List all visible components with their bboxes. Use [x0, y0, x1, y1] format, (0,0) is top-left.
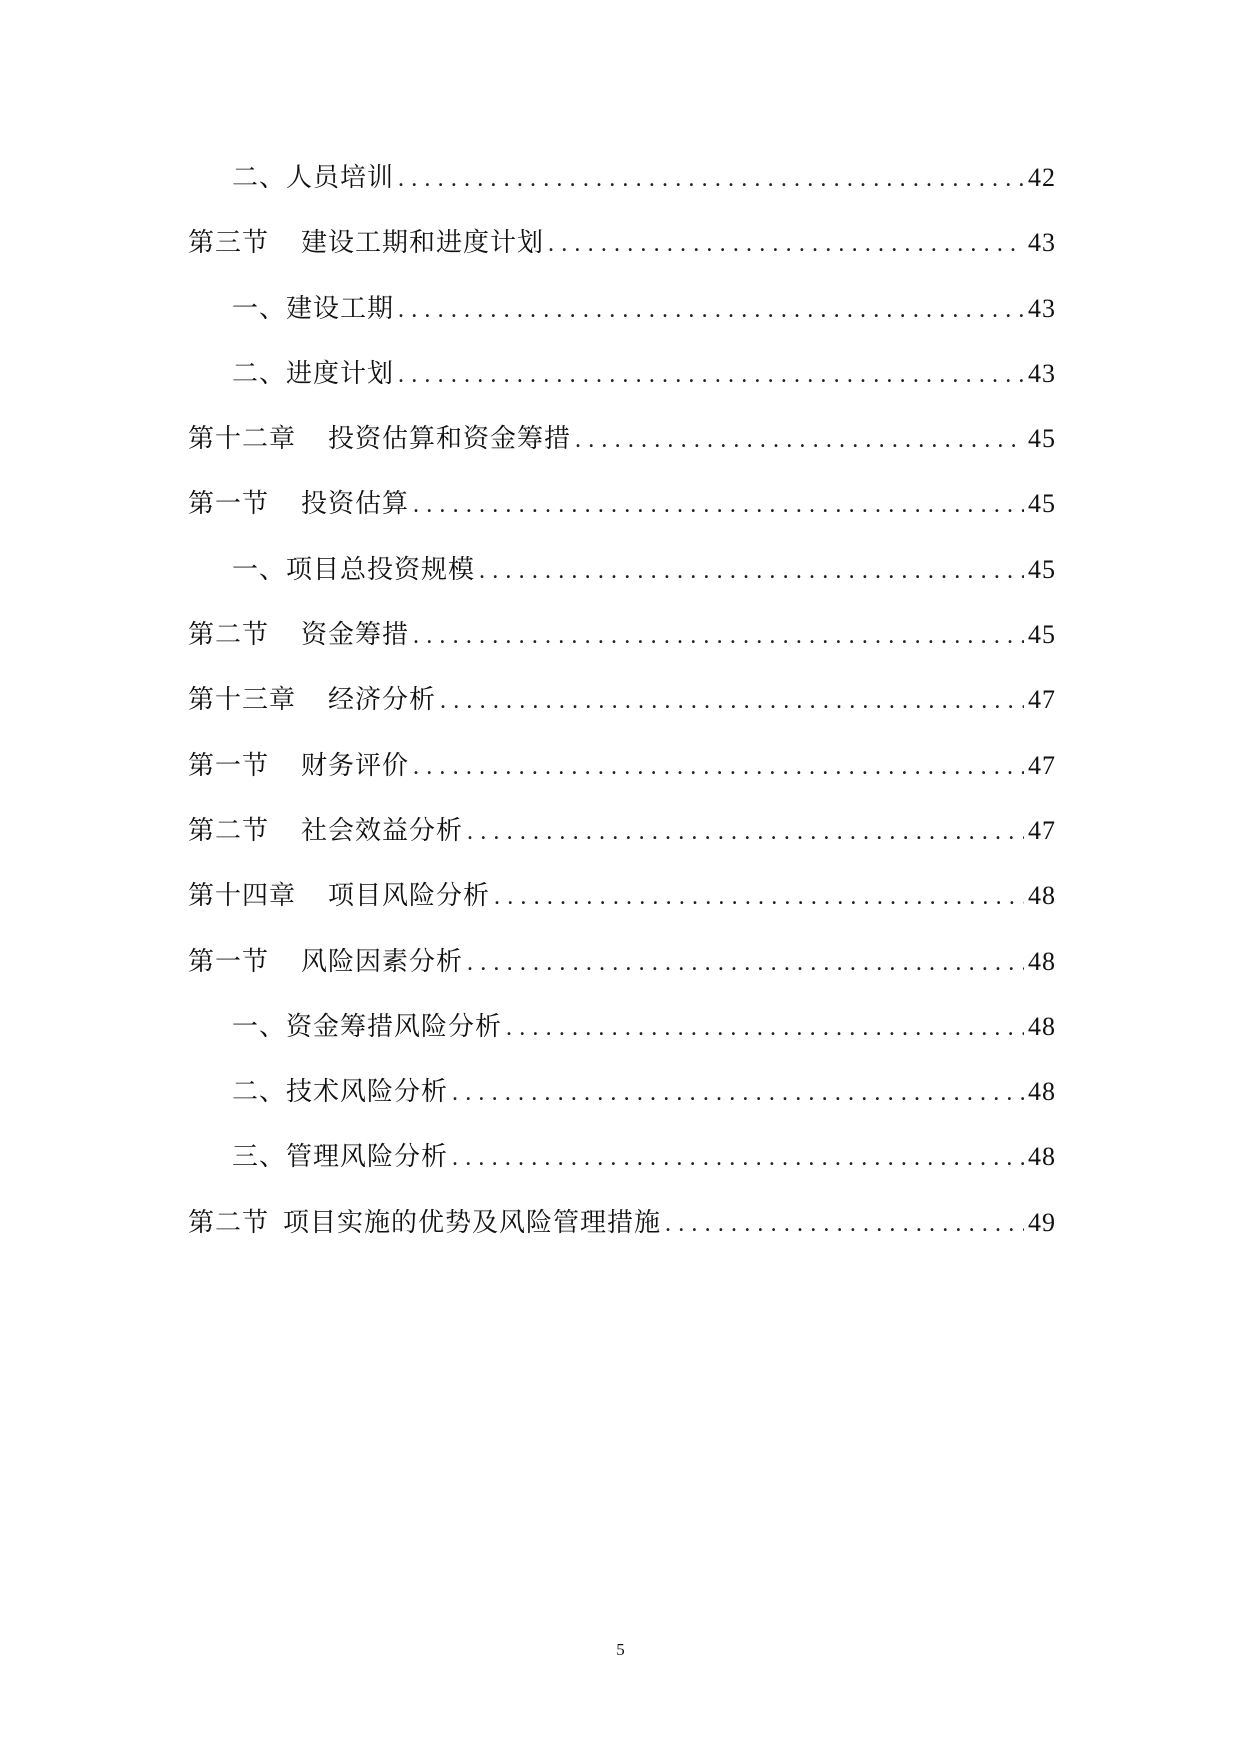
toc-entry[interactable]: [188, 158, 1056, 223]
entry-number: 第三节: [188, 228, 270, 259]
entry-number: 三、: [232, 1142, 287, 1173]
entry-title: 项目实施的优势及风险管理措施: [283, 1207, 662, 1238]
dot-leader: [413, 747, 1024, 787]
entry-page-number: 43: [1028, 358, 1056, 388]
dot-leader: [452, 1073, 1024, 1113]
entry-number: 第一节: [188, 750, 270, 781]
entry-title: 项目总投资规模: [286, 554, 476, 585]
entry-number: 一、: [232, 554, 287, 585]
dot-leader: [506, 1008, 1024, 1048]
entry-title: 建设工期和进度计划: [301, 228, 545, 259]
dot-leader: [398, 290, 1024, 330]
entry-number: 二、: [232, 1077, 287, 1108]
toc-entry[interactable]: [188, 680, 1056, 745]
dot-leader: [467, 812, 1024, 852]
entry-title: 人员培训: [286, 163, 395, 193]
entry-page-number: 48: [1028, 1077, 1056, 1107]
entry-page-number: 48: [1028, 881, 1056, 911]
entry-title: 建设工期: [286, 293, 395, 324]
entry-title: 项目风险分析: [328, 881, 491, 912]
entry-number: 二、: [232, 163, 287, 193]
entry-title: 进度计划: [286, 358, 395, 389]
entry-number: 第十二章: [188, 424, 297, 455]
entry-page-number: 47: [1028, 815, 1056, 845]
entry-number: 一、: [232, 293, 287, 324]
entry-page-number: 48: [1028, 946, 1056, 976]
entry-page-number: 45: [1028, 424, 1056, 454]
toc-entry[interactable]: [188, 1137, 1056, 1202]
toc-entry[interactable]: [188, 484, 1056, 549]
entry-number: 第二节: [188, 815, 270, 846]
toc-entry[interactable]: [188, 550, 1056, 615]
entry-title: 风险因素分析: [301, 946, 464, 977]
entry-page-number: 43: [1028, 228, 1056, 258]
dot-leader: [575, 420, 1024, 460]
entry-page-number: 45: [1028, 620, 1056, 650]
entry-page-number: 42: [1028, 163, 1056, 192]
entry-page-number: 48: [1028, 1142, 1056, 1172]
entry-number: 第十四章: [188, 881, 297, 912]
entry-page-number: 49: [1028, 1207, 1056, 1237]
dot-leader: [440, 681, 1024, 721]
dot-leader: [413, 485, 1024, 525]
toc-entry[interactable]: [188, 615, 1056, 680]
dot-leader: [398, 159, 1024, 199]
entry-number: 第十三章: [188, 685, 297, 716]
entry-page-number: 45: [1028, 554, 1056, 584]
page-number-footer: 5: [616, 1640, 625, 1659]
entry-page-number: 43: [1028, 293, 1056, 323]
toc-entry[interactable]: [188, 876, 1056, 941]
toc-entry[interactable]: [188, 1072, 1056, 1137]
dot-leader: [479, 551, 1024, 591]
entry-page-number: 47: [1028, 685, 1056, 715]
entry-title: 投资估算: [301, 489, 410, 520]
entry-title: 管理风险分析: [286, 1142, 449, 1173]
table-of-contents: [188, 158, 1056, 1268]
dot-leader: [452, 1138, 1024, 1178]
entry-number: 一、: [232, 1011, 287, 1042]
entry-title: 资金筹措风险分析: [286, 1011, 503, 1042]
entry-title: 技术风险分析: [286, 1077, 449, 1108]
toc-entry[interactable]: [188, 289, 1056, 354]
entry-title: 资金筹措: [301, 620, 410, 651]
toc-entry[interactable]: [188, 223, 1056, 288]
entry-number: 第一节: [188, 489, 270, 520]
dot-leader: [548, 224, 1024, 264]
entry-title: 经济分析: [328, 685, 437, 716]
dot-leader: [398, 355, 1024, 395]
toc-entry[interactable]: [188, 1007, 1056, 1072]
toc-entry[interactable]: [188, 1203, 1056, 1268]
toc-entry[interactable]: [188, 811, 1056, 876]
toc-entry[interactable]: [188, 419, 1056, 484]
dot-leader: [665, 1204, 1024, 1244]
dot-leader: [413, 616, 1024, 656]
entry-page-number: 45: [1028, 489, 1056, 519]
entry-title: 财务评价: [301, 750, 410, 781]
toc-entry[interactable]: [188, 942, 1056, 1007]
entry-title: 投资估算和资金筹措: [328, 424, 572, 455]
entry-number: 第一节: [188, 946, 270, 977]
dot-leader: [494, 877, 1024, 917]
entry-page-number: 47: [1028, 750, 1056, 780]
entry-number: 第二节: [188, 1207, 270, 1238]
toc-entry[interactable]: [188, 354, 1056, 419]
dot-leader: [467, 943, 1024, 983]
entry-page-number: 48: [1028, 1011, 1056, 1041]
toc-entry[interactable]: [188, 746, 1056, 811]
entry-number: 第二节: [188, 620, 270, 651]
entry-number: 二、: [232, 358, 287, 389]
entry-title: 社会效益分析: [301, 815, 464, 846]
